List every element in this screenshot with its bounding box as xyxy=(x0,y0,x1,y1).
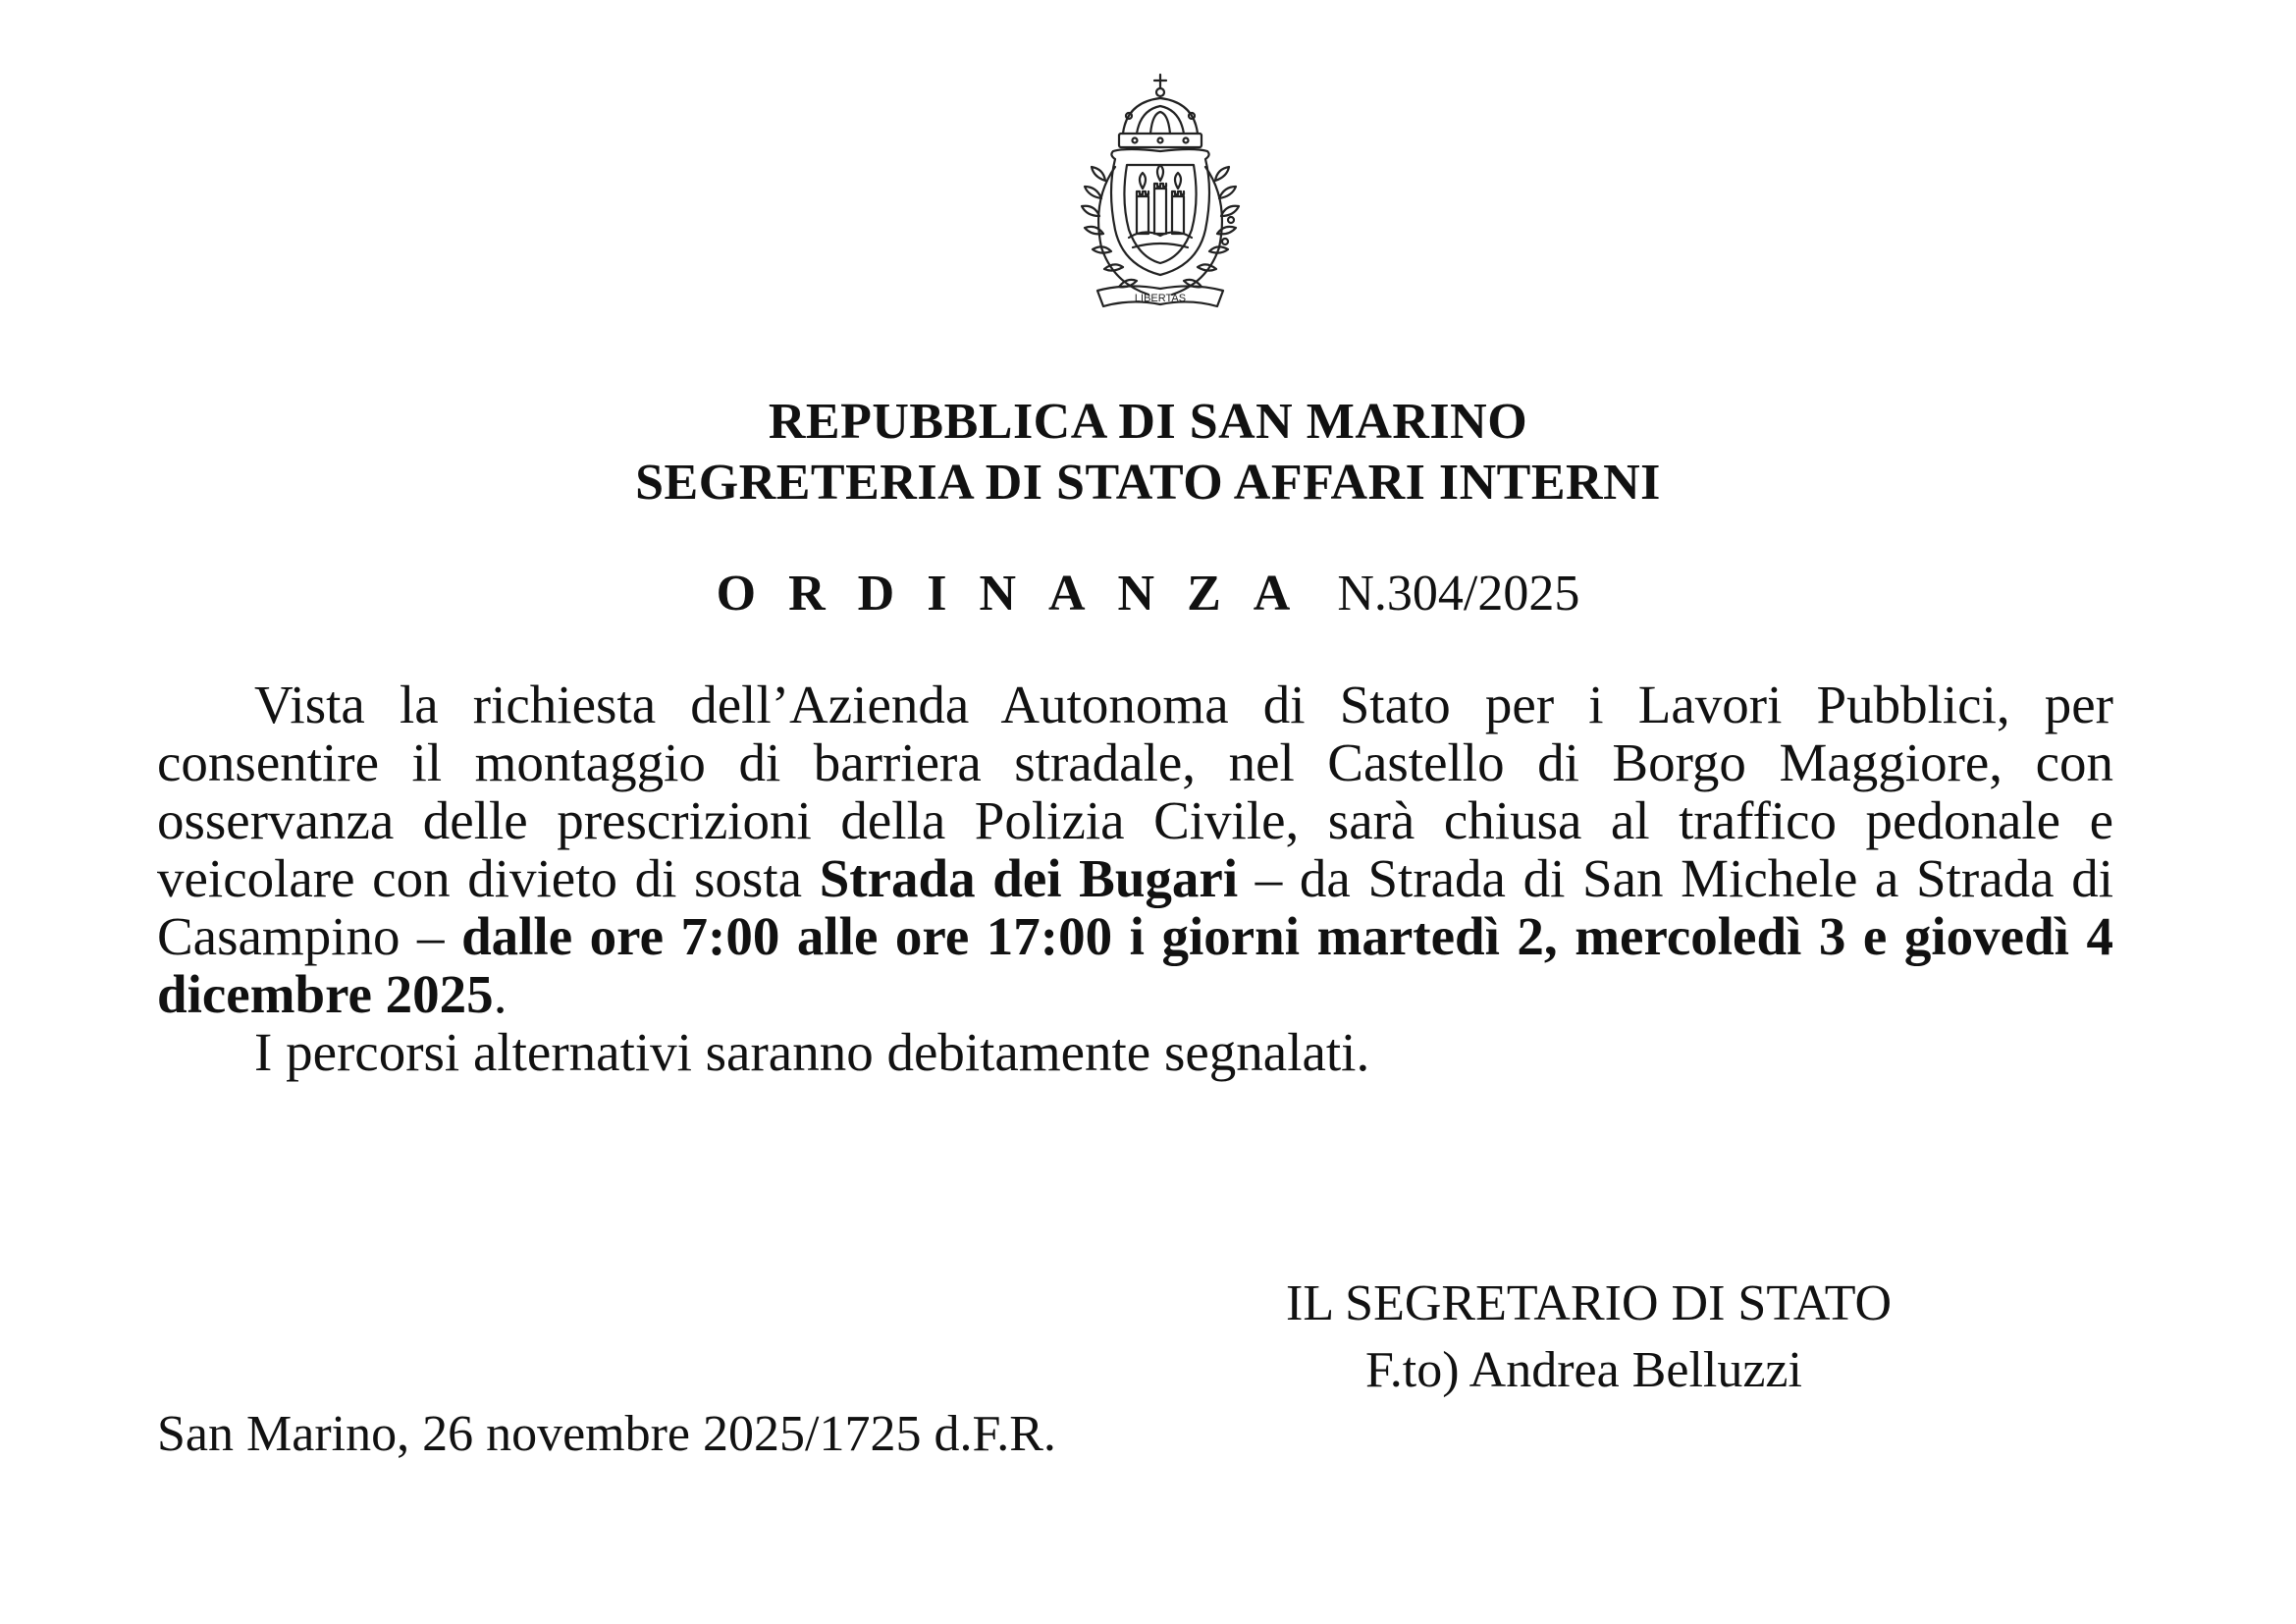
body-text-1: Vista la richiesta dell’Azienda Autonoma di Stato per i Lavori Pubblici, per consentire il montaggio di barriera stradale, nel Castello di Borgo Maggiore, con osservanza delle prescrizioni della Polizia Civile, sarà chiusa al traffico pedonale e veicolare con divieto di sosta xyxy=(157,675,2113,908)
header-secretariat: SEGRETERIA DI STATO AFFARI INTERNI xyxy=(635,455,1661,511)
emblem-motto: LIBERTAS xyxy=(1134,293,1187,304)
ordinanza-number: N.304/2025 xyxy=(1337,566,1580,622)
ordinance-body xyxy=(157,676,2113,1081)
body-paragraph-2: I percorsi alternativi saranno debitamente segnalati. xyxy=(254,1022,1370,1082)
body-text-2: – da Strada di San Michele a Strada di Casampino – xyxy=(157,848,2113,966)
closure-period: dalle ore 7:00 alle ore 17:00 i giorni martedì 2, mercoledì 3 e giovedì 4 dicembre 2025 xyxy=(157,906,2113,1024)
signer-title: IL SEGRETARIO DI STATO xyxy=(1286,1275,1893,1331)
san-marino-coat-of-arms-icon xyxy=(1058,73,1262,318)
street-name: Strada dei Bugari xyxy=(819,848,1239,908)
signer-name: F.to) Andrea Belluzzi xyxy=(1365,1342,1802,1398)
date-line: San Marino, 26 novembre 2025/1725 d.F.R. xyxy=(157,1406,1056,1462)
ordinanza-word: ORDINANZA xyxy=(716,566,1323,622)
header-republic: REPUBBLICA DI SAN MARINO xyxy=(768,394,1528,450)
body-text-3: . xyxy=(493,964,507,1024)
body-paragraph-1 xyxy=(157,676,2113,1023)
ordinanza-title xyxy=(0,565,2296,623)
